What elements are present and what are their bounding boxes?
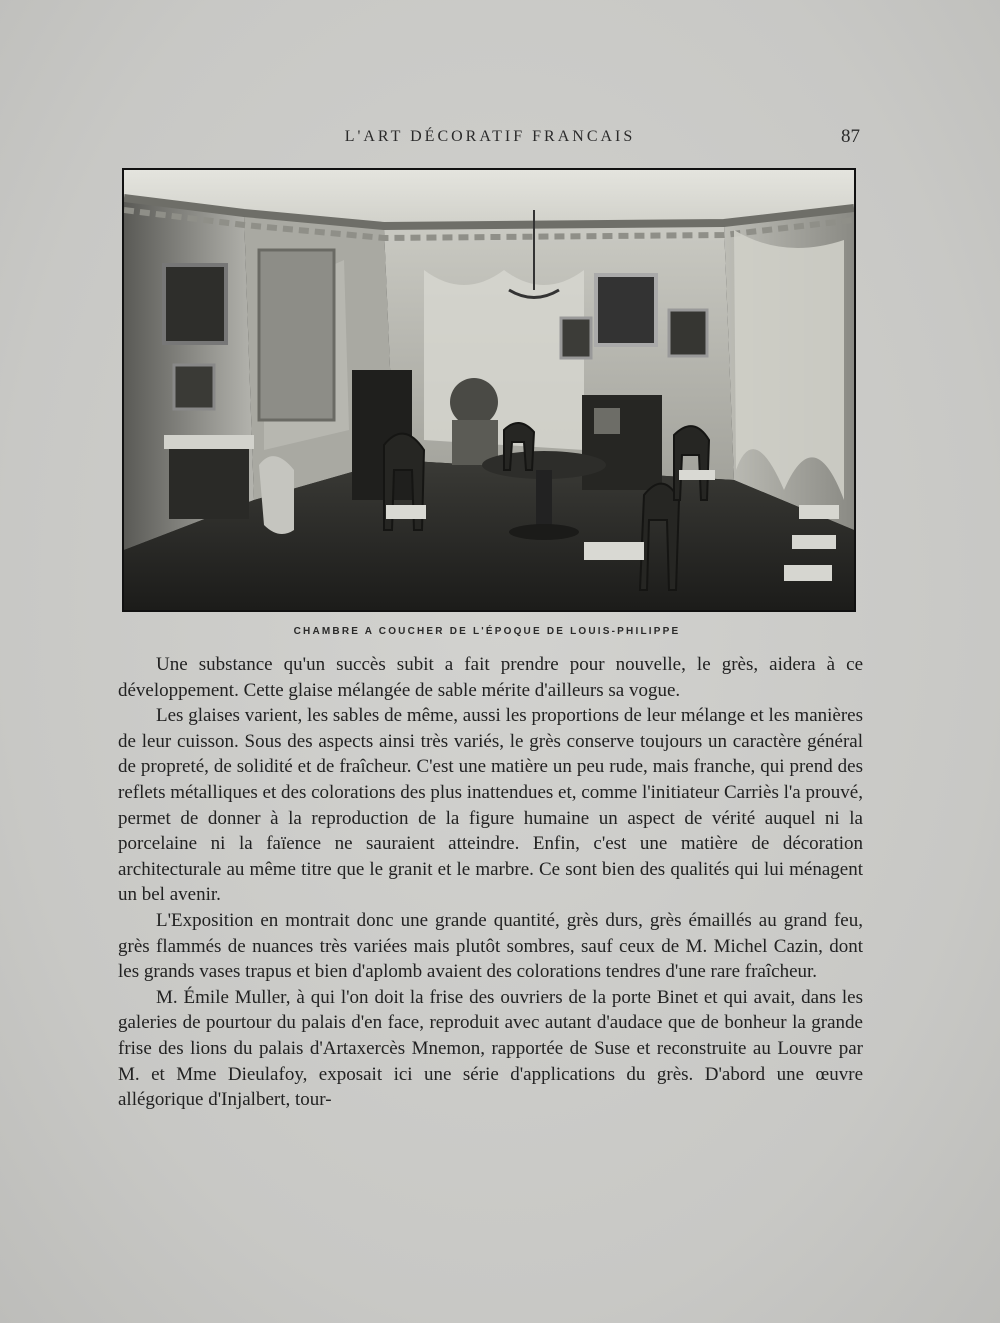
body-text [118,652,863,1113]
figure-caption: CHAMBRE A COUCHER DE L'ÉPOQUE DE LOUIS-PHILIPPE [293,626,681,637]
paragraph: Une substance qu'un succès subit a fait prendre pour nouvelle, le grès, aidera à ce développement. Cette glaise mélangée de sable mérite d'ailleurs sa vogue. [118,654,863,701]
paragraph: Les glaises varient, les sables de même, aussi les proportions de leur mélange et les manières de leur cuisson. Sous des aspects ainsi très variés, le grès conserve toujours un caractère général de propreté, de solidité et de fraîcheur. C'est une matière un peu rude, mais franche, qui prend des reflets métalliques et des colorations des plus inattendues et, comme l'initiateur Carriès l'a prouvé, permet de donner à la reproduction de la figure humaine un aspect de vérité auquel ni la porcelaine ni la faïence ne sauraient atteindre. Enfin, c'est une matière de décoration architecturale au même titre que le granit et le marbre. Ce sont bien des qualités qui lui ménagent un bel avenir. [118,705,863,906]
page-number: 87 [841,126,860,147]
bedroom-photograph [122,168,856,612]
running-header [120,128,860,152]
paragraph: M. Émile Muller, à qui l'on doit la frise des ouvriers de la porte Binet et qui avait, dans les galeries de pourtour du palais d'en face, reproduit avec autant d'audace que de bonheur la grande frise des lions du palais d'Artaxercès Mnemon, rapportée de Suse et reconstruite au Louvre par M. et Mme Dieulafoy, exposait ici une série d'applications du grès. D'abord une œuvre allégorique d'Injalbert, tour- [118,986,863,1111]
running-title: L'ART DÉCORATIF FRANCAIS [344,128,636,145]
photo-illustration [124,170,854,610]
paragraph: L'Exposition en montrait donc une grande quantité, grès durs, grès émaillés au grand feu, grès flammés de nuances très variées mais plutôt sombres, sauf ceux de M. Michel Cazin, dont les grands vases trapus et bien d'aplomb avaient des colorations tendres d'une rare fraîcheur. [118,909,863,983]
